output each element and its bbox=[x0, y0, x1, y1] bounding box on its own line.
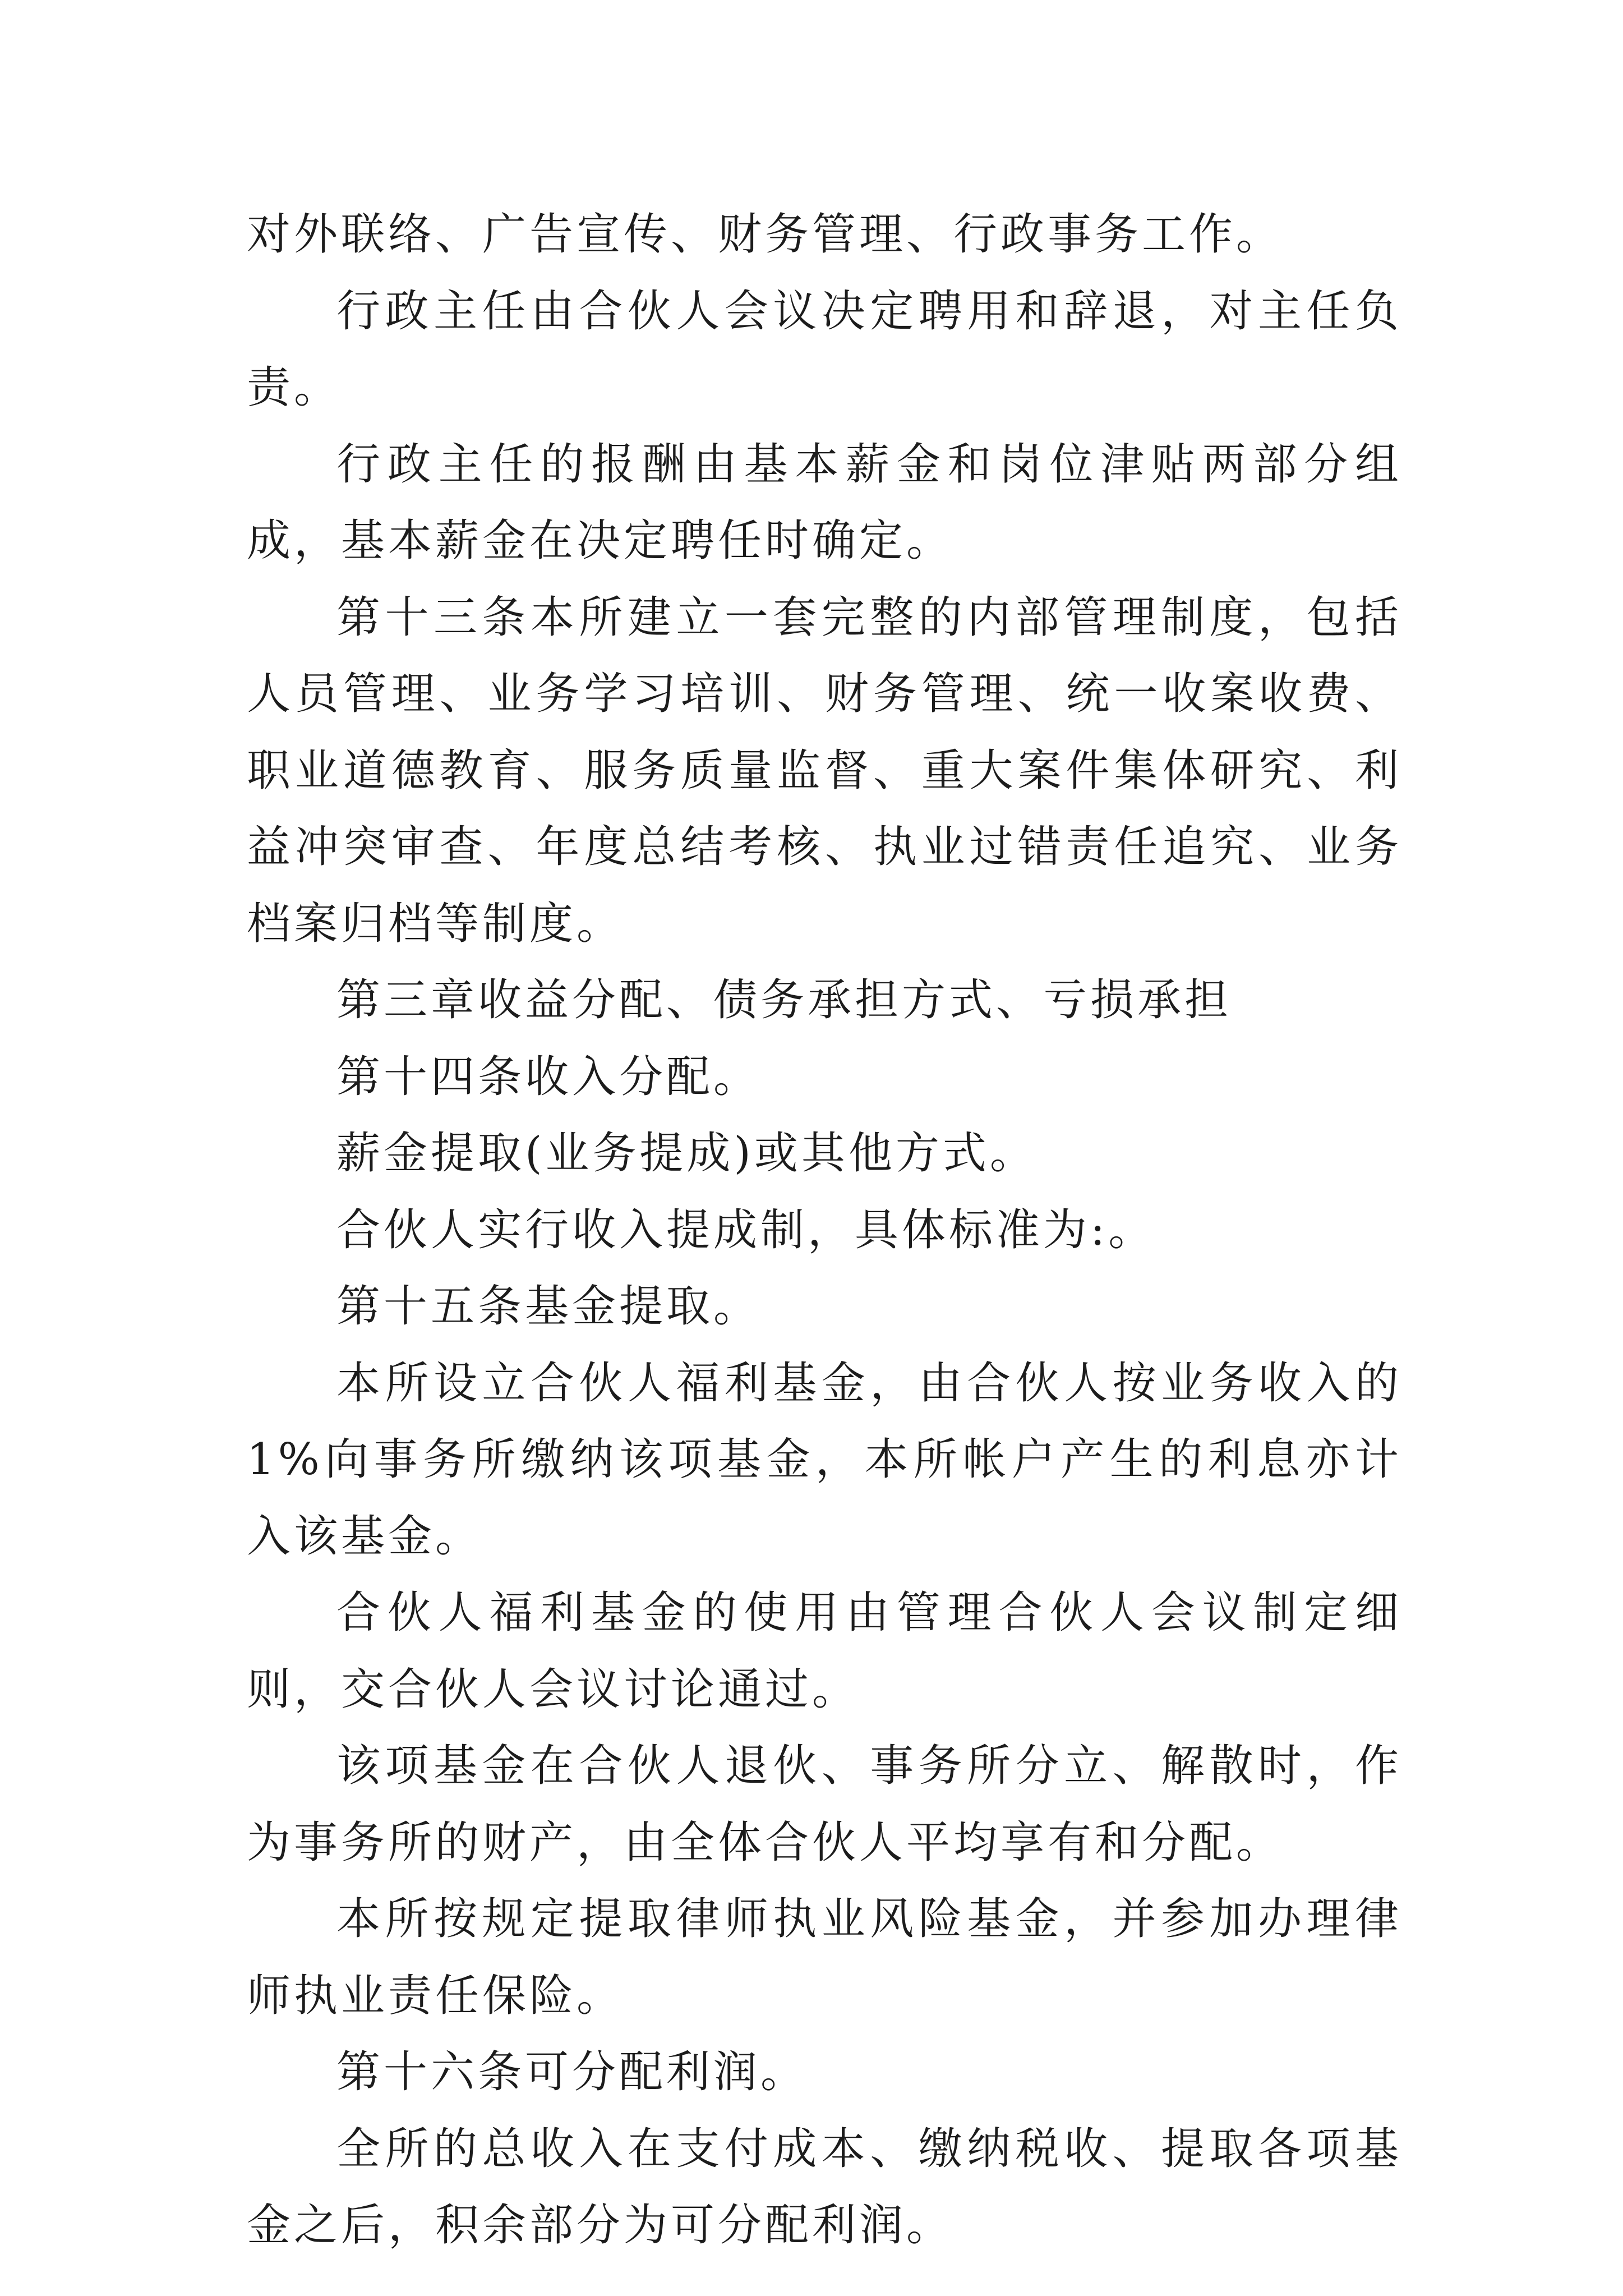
chapter-3-heading: 第三章收益分配、债务承担方式、亏损承担 bbox=[336, 975, 1232, 1025]
document-body bbox=[247, 196, 1402, 2264]
paragraph-welfare-fund: 本所设立合伙人福利基金，由合伙人按业务收入的1%向事务所缴纳该项基金，本所帐户产生的利息亦计入该基金。 bbox=[247, 1358, 1402, 1562]
article-13-paragraph: 第十三条本所建立一套完整的内部管理制度，包括人员管理、业务学习培训、财务管理、统一收案收费、职业道德教育、服务质量监督、重大案件集体研究、利益冲突审查、年度总结考核、执业过错责任追究、业务档案归档等制度。 bbox=[247, 592, 1402, 949]
paragraph-risk-fund: 本所按规定提取律师执业风险基金，并参加办理律师执业责任保险。 bbox=[247, 1894, 1402, 2021]
paragraph-distributable-profit: 全所的总收入在支付成本、缴纳税收、提取各项基金之后，积余部分为可分配利润。 bbox=[247, 2123, 1402, 2251]
paragraph-partner-commission: 合伙人实行收入提成制，具体标准为:。 bbox=[336, 1204, 1156, 1255]
paragraph-salary-extraction: 薪金提取(业务提成)或其他方式。 bbox=[336, 1128, 1037, 1179]
paragraph-1: 对外联络、广告宣传、财务管理、行政事务工作。 bbox=[247, 209, 1284, 260]
paragraph-fund-distribution: 该项基金在合伙人退伙、事务所分立、解散时，作为事务所的财产，由全体合伙人平均享有和分配。 bbox=[247, 1741, 1402, 1868]
article-16-heading: 第十六条可分配利润。 bbox=[336, 2047, 808, 2097]
paragraph-2: 行政主任由合伙人会议决定聘用和辞退，对主任负责。 bbox=[247, 286, 1402, 413]
paragraph-3: 行政主任的报酬由基本薪金和岗位津贴两部分组成，基本薪金在决定聘任时确定。 bbox=[247, 439, 1402, 566]
article-14-heading: 第十四条收入分配。 bbox=[336, 1051, 761, 1102]
article-15-heading: 第十五条基金提取。 bbox=[336, 1281, 761, 1332]
paragraph-fund-usage: 合伙人福利基金的使用由管理合伙人会议制定细则，交合伙人会议讨论通过。 bbox=[247, 1588, 1402, 1715]
